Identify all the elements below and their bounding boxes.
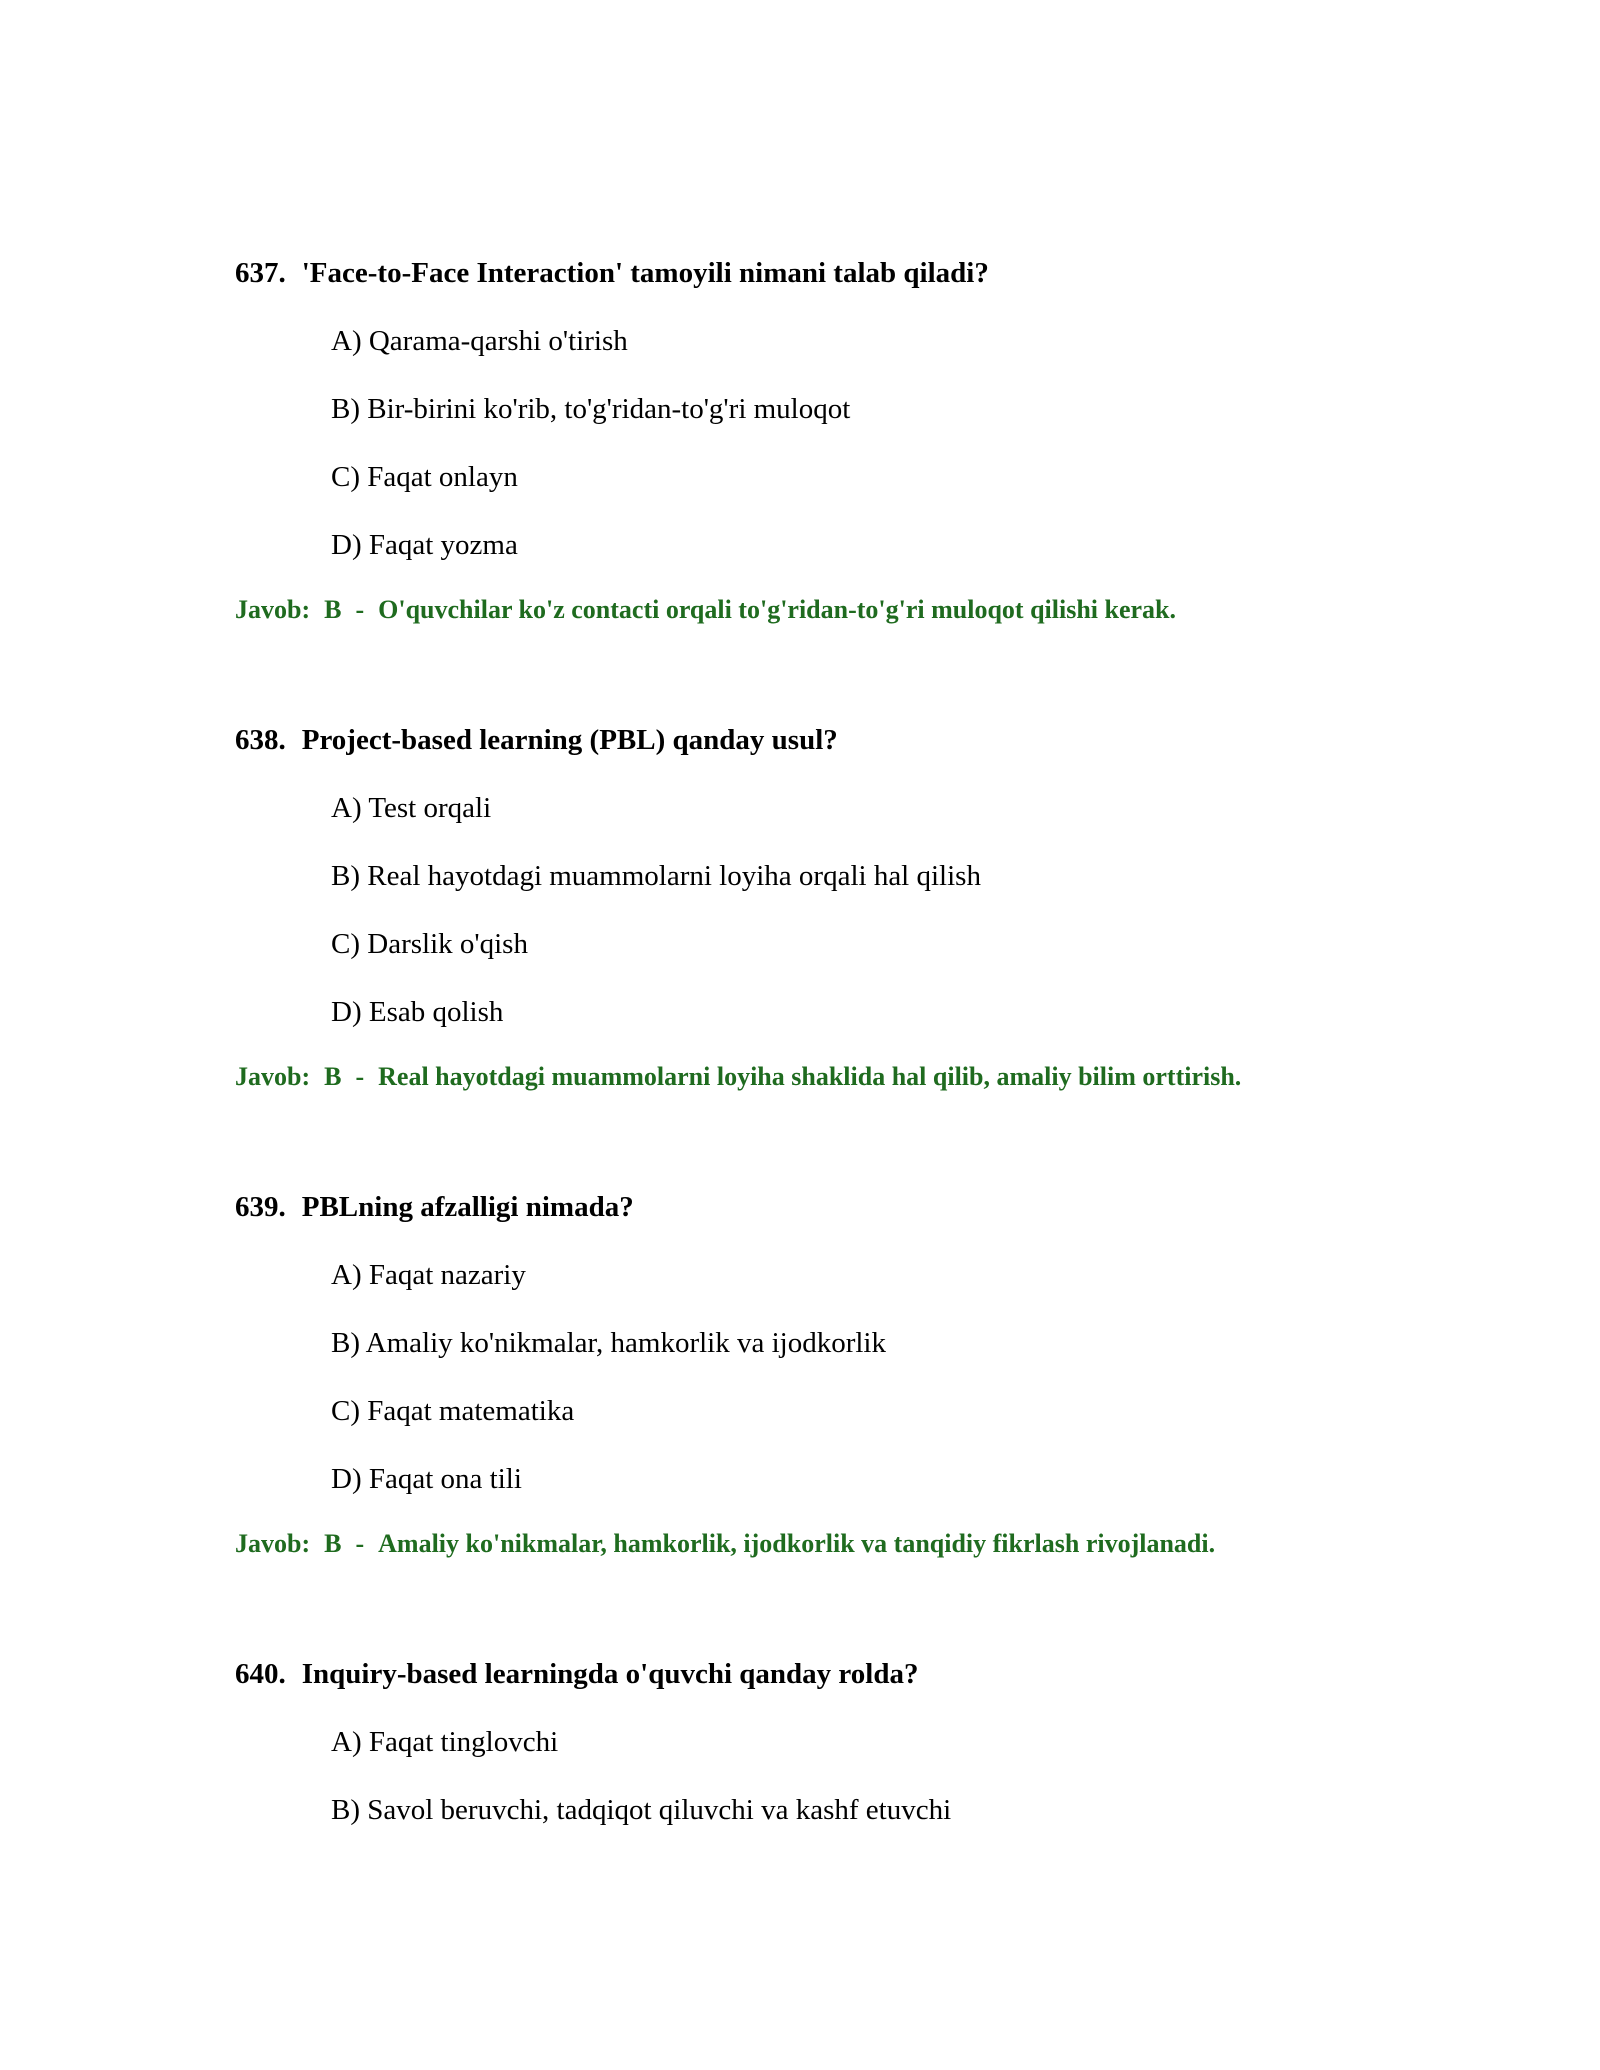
option-b: B) Savol beruvchi, tadqiqot qiluvchi va kashf etuvchi [331, 1794, 952, 1826]
question-number: 639. [235, 1191, 286, 1223]
question-title [235, 723, 1435, 757]
option-a: A) Test orqali [331, 792, 492, 824]
question-639 [235, 1190, 1435, 1560]
option-a: A) Qarama-qarshi o'tirish [331, 325, 628, 357]
option-b: B) Real hayotdagi muammolarni loyiha orqali hal qilish [331, 860, 981, 892]
answer-line [235, 594, 1435, 626]
question-title [235, 1657, 1435, 1691]
question-text: 'Face-to-Face Interaction' tamoyili nimani talab qiladi? [301, 257, 989, 289]
answer-letter: B [324, 1529, 342, 1558]
option-d: D) Faqat ona tili [331, 1463, 522, 1495]
option-b: B) Bir-birini ko'rib, to'g'ridan-to'g'ri muloqot [331, 393, 851, 425]
answer-explanation: Real hayotdagi muammolarni loyiha shaklida hal qilib, amaliy bilim orttirish. [378, 1062, 1242, 1091]
question-number: 637. [235, 257, 286, 289]
option-b: B) Amaliy ko'nikmalar, hamkorlik va ijodkorlik [331, 1327, 886, 1359]
option-a: A) Faqat nazariy [331, 1259, 526, 1291]
answer-dash: - [355, 595, 365, 624]
option-d: D) Faqat yozma [331, 529, 518, 561]
answer-explanation: Amaliy ko'nikmalar, hamkorlik, ijodkorlik va tanqidiy fikrlash rivojlanadi. [378, 1529, 1216, 1558]
answer-label: Javob: [235, 1529, 311, 1558]
option-c: C) Faqat onlayn [331, 461, 518, 493]
option-d: D) Esab qolish [331, 996, 504, 1028]
answer-line [235, 1528, 1435, 1560]
option-a: A) Faqat tinglovchi [331, 1726, 559, 1758]
question-number: 640. [235, 1658, 286, 1690]
question-title [235, 1190, 1435, 1224]
answer-dash: - [355, 1529, 365, 1558]
question-637 [235, 256, 1435, 626]
answer-letter: B [324, 595, 342, 624]
option-c: C) Darslik o'qish [331, 928, 528, 960]
question-title [235, 256, 1435, 290]
question-638 [235, 723, 1435, 1093]
answer-dash: - [355, 1062, 365, 1091]
option-c: C) Faqat matematika [331, 1395, 575, 1427]
answer-label: Javob: [235, 595, 311, 624]
question-text: Inquiry-based learningda o'quvchi qanday rolda? [301, 1658, 919, 1690]
answer-label: Javob: [235, 1062, 311, 1091]
answer-line [235, 1061, 1435, 1093]
question-text: Project-based learning (PBL) qanday usul? [301, 724, 838, 756]
question-text: PBLning afzalligi nimada? [301, 1191, 634, 1223]
answer-letter: B [324, 1062, 342, 1091]
answer-explanation: O'quvchilar ko'z contacti orqali to'g'ridan-to'g'ri muloqot qilishi kerak. [378, 595, 1177, 624]
question-640 [235, 1657, 1435, 1827]
question-number: 638. [235, 724, 286, 756]
